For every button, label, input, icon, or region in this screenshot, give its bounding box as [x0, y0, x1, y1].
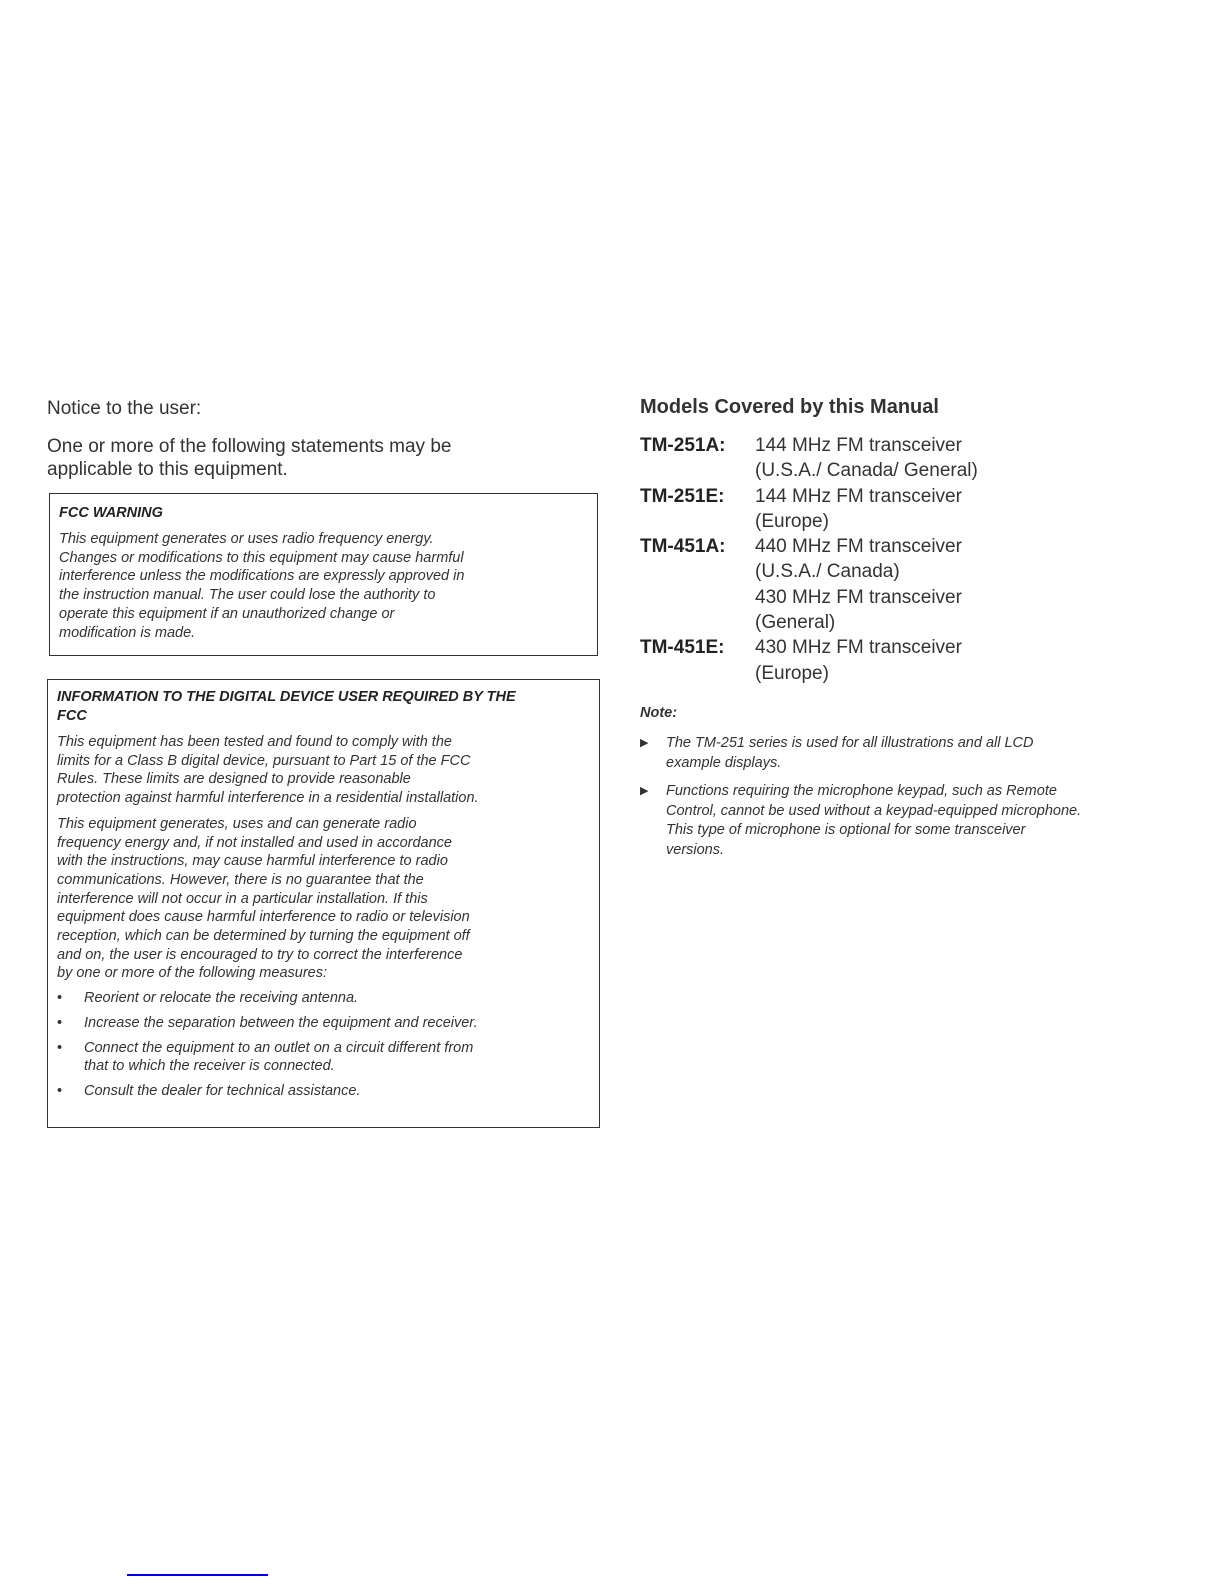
- notice-intro: [47, 435, 451, 481]
- note-list: [640, 734, 1220, 869]
- model-description: 430 MHz FM transceiver: [755, 586, 962, 608]
- model-description: 144 MHz FM transceiver: [755, 485, 962, 507]
- model-description: (Europe): [755, 662, 829, 684]
- model-name: [640, 585, 755, 610]
- model-row: [640, 635, 978, 660]
- digital-info-line: equipment does cause harmful interference to radio or television: [57, 909, 470, 926]
- note-item: [640, 734, 1220, 773]
- fcc-warning-line: Changes or modifications to this equipment may cause harmful: [59, 549, 464, 566]
- model-row: [640, 433, 978, 458]
- note-line: example displays.: [666, 754, 782, 771]
- model-name: [640, 509, 755, 534]
- digital-info-line: by one or more of the following measures:: [57, 965, 327, 982]
- fcc-warning-line: modification is made.: [59, 624, 196, 641]
- model-row: [640, 509, 978, 534]
- measure-line: Connect the equipment to an outlet on a circuit different from: [84, 1039, 474, 1056]
- measure-text: [84, 1039, 473, 1076]
- digital-info-line: frequency energy and, if not installed and used in accordance: [57, 834, 452, 851]
- bullet-icon: •: [57, 990, 63, 1007]
- digital-info-line: with the instructions, may cause harmful interference to radio: [57, 853, 448, 870]
- fcc-warning-line: interference unless the modifications are expressly approved in: [59, 568, 465, 585]
- note-line: Control, cannot be used without a keypad-equipped microphone.: [666, 802, 1082, 819]
- digital-info-title: INFORMATION TO THE DIGITAL DEVICE USER REQUIRED BY THE: [57, 689, 516, 705]
- model-name: TM-251E:: [640, 485, 725, 507]
- bullet-icon: •: [57, 1039, 63, 1056]
- fcc-warning-line: the instruction manual. The user could lose the authority to: [59, 587, 436, 604]
- model-row: [640, 661, 978, 686]
- fcc-warning-line: This equipment generates or uses radio frequency energy.: [59, 531, 434, 547]
- model-name: [640, 661, 755, 686]
- model-description: 144 MHz FM transceiver: [755, 435, 962, 456]
- divider-line: [127, 1574, 268, 1576]
- model-name: [640, 559, 755, 584]
- digital-info-line: Rules. These limits are designed to provide reasonable: [57, 771, 411, 788]
- triangle-right-icon: ▶: [640, 785, 649, 797]
- note-line: versions.: [666, 841, 725, 858]
- notice-heading: Notice to the user:: [47, 398, 202, 419]
- model-name: [640, 610, 755, 635]
- models-heading: Models Covered by this Manual: [640, 396, 939, 418]
- model-row: [640, 610, 978, 635]
- triangle-right-icon: ▶: [640, 737, 649, 749]
- digital-info-line: communications. However, there is no guarantee that the: [57, 871, 424, 888]
- measure-item: [57, 1039, 589, 1076]
- model-row: [640, 458, 978, 483]
- model-name: TM-451A:: [640, 536, 726, 558]
- model-description: 440 MHz FM transceiver: [755, 536, 962, 558]
- model-row: [640, 559, 978, 584]
- intro-line: One or more of the following statements may be: [47, 436, 452, 457]
- fcc-warning-line: operate this equipment if an unauthorized change or: [59, 605, 395, 622]
- note-text: [666, 782, 1081, 860]
- note-line: The TM-251 series is used for all illustrations and all LCD: [666, 735, 1034, 751]
- digital-info-line: This equipment generates, uses and can generate radio: [57, 815, 417, 832]
- model-description: (U.S.A./ Canada/ General): [755, 460, 978, 482]
- measure-text: [84, 1014, 478, 1033]
- digital-device-info-box: [47, 679, 600, 1128]
- model-description: (Europe): [755, 510, 829, 532]
- model-row: [640, 534, 978, 559]
- intro-line: applicable to this equipment.: [47, 459, 288, 480]
- measure-text: [84, 1082, 360, 1101]
- measure-item: [57, 1082, 589, 1101]
- digital-info-title: FCC: [57, 708, 87, 724]
- measure-text: [84, 989, 358, 1008]
- model-name: TM-451E:: [640, 637, 725, 659]
- measure-line: Consult the dealer for technical assistance.: [84, 1082, 361, 1099]
- note-item: [640, 782, 1220, 860]
- model-description: (General): [755, 612, 836, 634]
- bullet-icon: •: [57, 1014, 63, 1031]
- measure-item: [57, 1014, 589, 1033]
- note-label: Note:: [640, 705, 678, 721]
- digital-info-line: and on, the user is encouraged to try to correct the interference: [57, 946, 463, 963]
- model-name: [640, 458, 755, 483]
- model-name: TM-251A:: [640, 435, 726, 456]
- model-description: (U.S.A./ Canada): [755, 561, 900, 583]
- digital-info-line: limits for a Class B digital device, pursuant to Part 15 of the FCC: [57, 752, 471, 769]
- measure-line: Reorient or relocate the receiving antenna.: [84, 990, 359, 1007]
- measure-line: that to which the receiver is connected.: [84, 1058, 335, 1075]
- note-text: [666, 734, 1033, 773]
- digital-info-line: This equipment has been tested and found to comply with the: [57, 734, 452, 750]
- note-line: This type of microphone is optional for some transceiver: [666, 822, 1026, 838]
- fcc-warning-title: FCC WARNING: [59, 505, 163, 521]
- digital-info-line: interference will not occur in a particular installation. If this: [57, 890, 428, 907]
- measure-item: [57, 989, 589, 1008]
- model-row: [640, 585, 978, 610]
- digital-info-line: reception, which can be determined by turning the equipment off: [57, 928, 470, 945]
- bullet-icon: •: [57, 1082, 63, 1099]
- model-row: [640, 484, 978, 509]
- measure-line: Increase the separation between the equipment and receiver.: [84, 1014, 478, 1031]
- digital-info-line: protection against harmful interference in a residential installation.: [57, 790, 479, 807]
- models-list: [640, 433, 978, 686]
- fcc-warning-box: [49, 493, 598, 656]
- model-description: 430 MHz FM transceiver: [755, 637, 962, 659]
- note-line: Functions requiring the microphone keypad, such as Remote: [666, 783, 1057, 799]
